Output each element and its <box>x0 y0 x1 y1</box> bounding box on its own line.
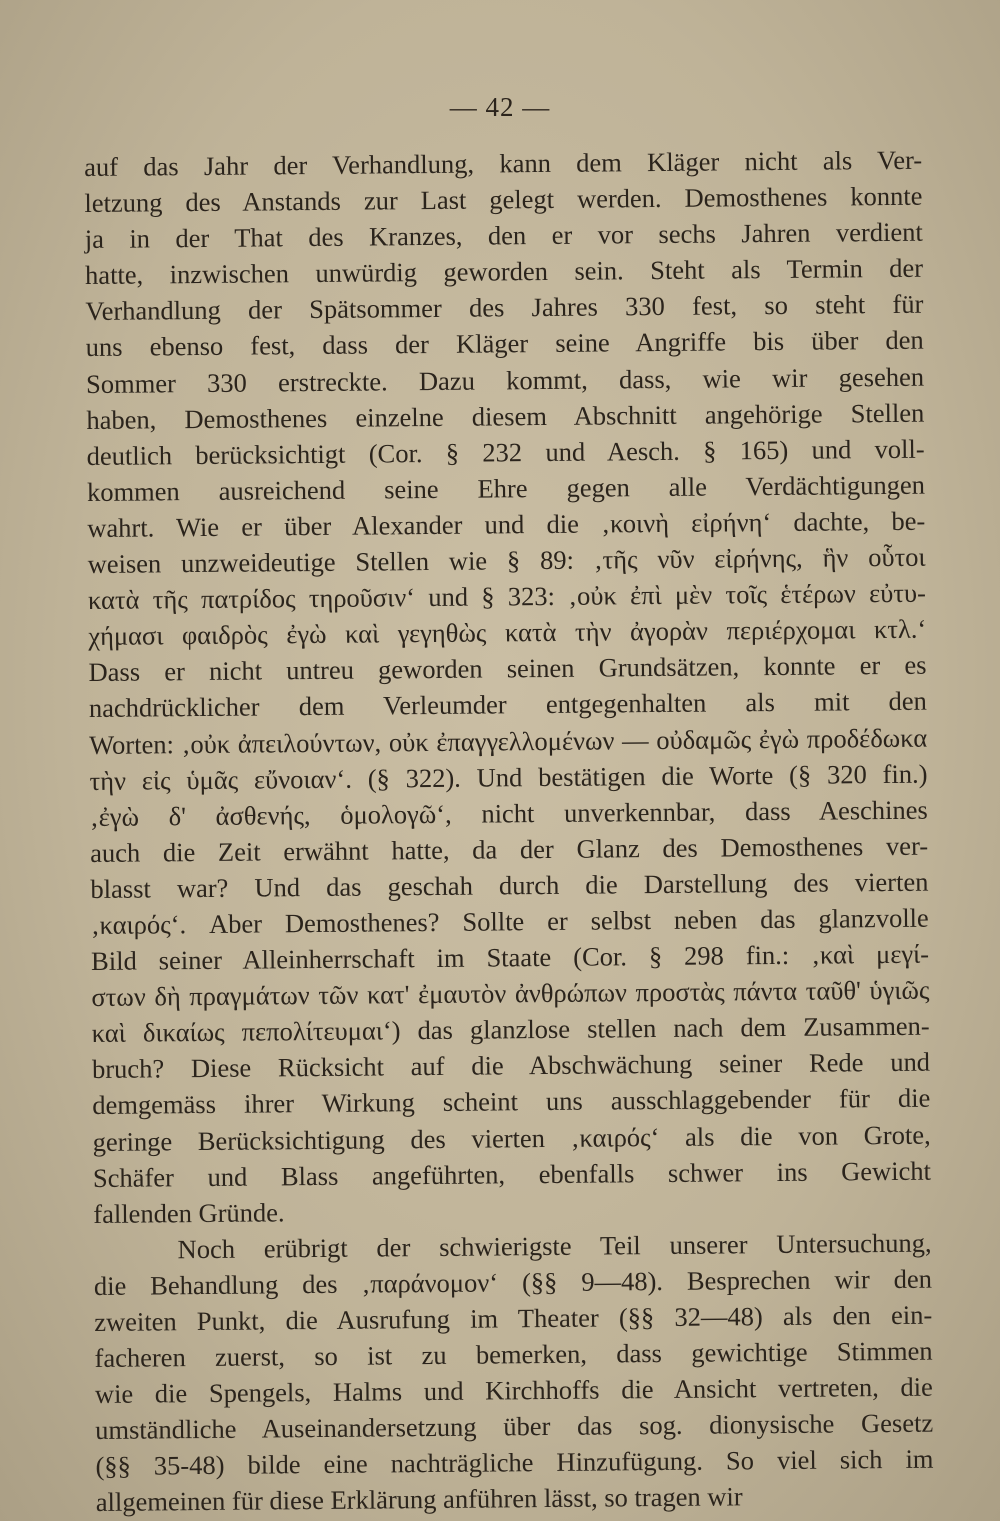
text-line: ‚καιρός‘. Aber Demosthenes? Sollte er selbst neben das glanzvolle <box>90 902 929 940</box>
text-line: τὴν εἰς ὑμᾶς εὔνοιαν‘. (§ 322). Und bestätigen die Worte (§ 320 fin.) <box>89 758 928 796</box>
text-line: auf das Jahr der Verhandlung, kann dem Kläger nicht als Ver- <box>84 144 923 182</box>
text-line: Verhandlung der Spätsommer des Jahres 330 fest, so steht für <box>85 289 924 327</box>
page-number: — 42 — <box>449 92 551 122</box>
text-line: auch die Zeit erwähnt hatte, da der Glanz des Demosthenes ver- <box>90 830 929 868</box>
text-line: demgemäss ihrer Wirkung scheint uns ausschlaggebender für die <box>92 1083 931 1121</box>
text-line: wahrt. Wie er über Alexander und die ‚κοινὴ εἰρήνη‘ dachte, be- <box>87 505 926 543</box>
text-line: Bild seiner Alleinherrschaft im Staate (Cor. § 298 fin.: ‚καὶ μεγί- <box>90 938 930 977</box>
text-line: hatte, inzwischen unwürdig geworden sein. Steht als Termin der <box>84 252 924 291</box>
text-line: (§§ 35-48) bilde eine nachträgliche Hinzufügung. So viel sich im <box>95 1444 934 1482</box>
text-line: uns ebenso fest, dass der Kläger seine Angriffe bis über den <box>85 325 924 363</box>
text-line: facheren zuerst, so ist zu bemerken, dass gewichtige Stimmen <box>94 1335 933 1374</box>
text-line: Noch erübrigt der schwierigste Teil unserer Untersuchung, <box>177 1227 932 1265</box>
text-line: allgemeinen für diese Erklärung anführen lässt, so tragen wir <box>95 1481 743 1518</box>
text-line: κατὰ τῆς πατρίδος τηροῦσιν‘ und § 323: ‚οὐκ ἐπὶ μὲν τοῖς ἑτέρων εὐτυ- <box>87 577 927 616</box>
text-line: bruch? Diese Rücksicht auf die Abschwächung seiner Rede und <box>91 1046 931 1085</box>
text-line: deutlich berücksichtigt (Cor. § 232 und Aesch. § 165) und voll- <box>86 433 925 471</box>
text-line: nachdrücklicher dem Verleumder entgegenhalten als mit den <box>88 686 927 724</box>
text-line: haben, Demosthenes einzelne diesem Abschnitt angehörige Stellen <box>86 397 925 435</box>
text-line: weisen unzweideutige Stellen wie § 89: ‚τῆς νῦν εἰρήνης, ἣν οὗτοι <box>87 541 926 580</box>
text-line: καὶ δικαίως πεπολίτευμαι‘) das glanzlose stellen nach dem Zusammen- <box>91 1010 930 1049</box>
text-line: στων δὴ πραγμάτων τῶν κατ' ἐμαυτὸν ἀνθρώπων προστὰς πάντα ταῦθ' ὑγιῶς <box>91 974 930 1013</box>
text-line: Schäfer und Blass angeführten, ebenfalls schwer ins Gewicht <box>92 1155 932 1193</box>
text-line: fallenden Gründe. <box>93 1197 285 1229</box>
text-line: blasst war? Und das geschah durch die Darstellung des vierten <box>90 866 929 904</box>
text-line: χήμασι φαιδρὸς ἐγὼ καὶ γεγηθὼς κατὰ τὴν ἀγορὰν περιέρχομαι κτλ.‘ <box>88 613 927 652</box>
text-line: Dass er nicht untreu geworden seinen Grundsätzen, konnte er es <box>88 649 927 688</box>
text-line: letzung des Anstands zur Last gelegt werden. Demosthenes konnte <box>84 180 923 219</box>
text-line: Worten: ‚οὐκ ἀπειλούντων, οὐκ ἐπαγγελλομένων — οὐδαμῶς ἐγὼ προδέδωκα <box>89 722 928 760</box>
text-line: wie die Spengels, Halms und Kirchhoffs die Ansicht vertreten, die <box>94 1371 933 1410</box>
text-line: umständliche Auseinandersetzung über das sog. dionysische Gesetz <box>95 1407 934 1446</box>
body-text <box>84 142 934 1521</box>
text-line: Sommer 330 erstreckte. Dazu kommt, dass, wie wir gesehen <box>85 361 925 399</box>
text-line: zweiten Punkt, die Ausrufung im Theater (§§ 32—48) als den ein- <box>94 1299 933 1337</box>
text-line: ja in der That des Kranzes, den er vor sechs Jahren verdient <box>84 216 923 255</box>
text-line: die Behandlung des ‚παράνομον‘ (§§ 9—48). Besprechen wir den <box>93 1263 933 1301</box>
text-line: geringe Berücksichtigung des vierten ‚καιρός‘ als die von Grote, <box>92 1119 931 1157</box>
text-line: ‚ἐγὼ δ' ἀσθενής, ὁμολογῶ‘, nicht unverkennbar, dass Aeschines <box>89 794 928 832</box>
text-line: kommen ausreichend seine Ehre gegen alle Verdächtigungen <box>86 469 926 507</box>
